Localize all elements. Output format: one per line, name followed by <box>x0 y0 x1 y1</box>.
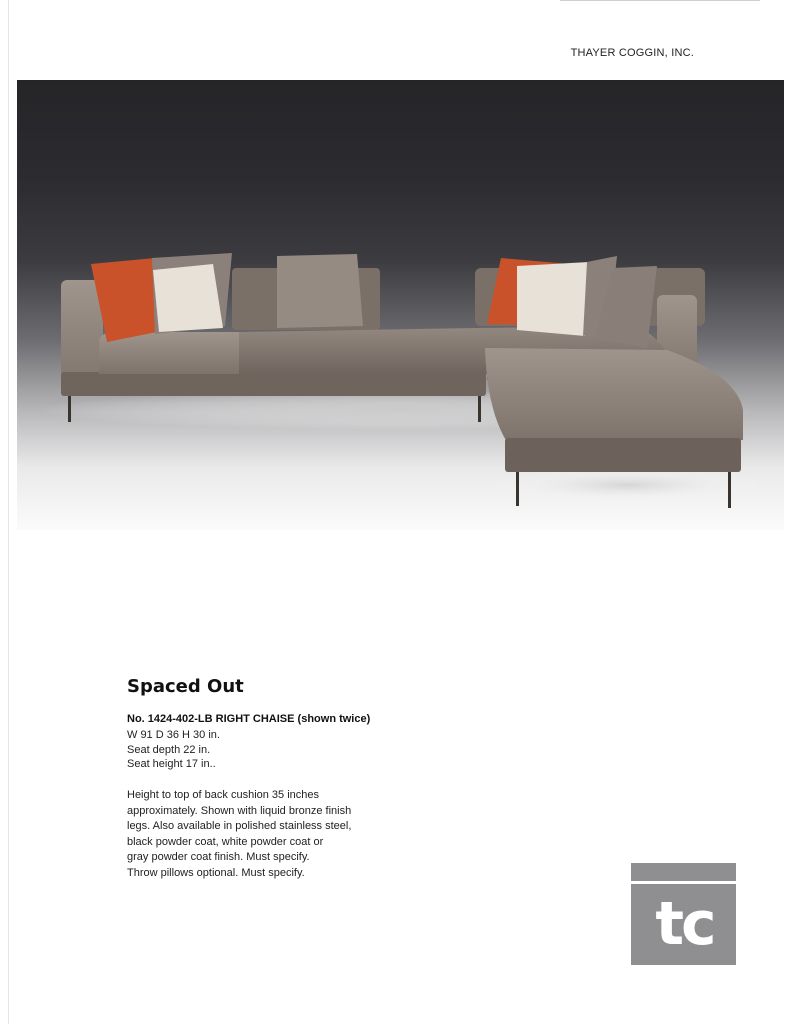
leg <box>478 392 481 422</box>
chaise-floor-shadow <box>487 467 767 503</box>
description-line: Height to top of back cushion 35 inches <box>127 789 320 801</box>
sofa-base <box>61 372 486 396</box>
pillow-cream <box>153 264 223 332</box>
pillow-taupe <box>277 254 363 328</box>
product-photo <box>17 80 784 530</box>
logo-bar <box>631 881 736 884</box>
leg <box>516 470 519 506</box>
product-description <box>127 788 351 881</box>
model-number: No. 1424-402-LB RIGHT CHAISE (shown twice) <box>127 713 371 725</box>
chaise-base <box>505 438 741 472</box>
description-line: legs. Also available in polished stainless steel, <box>127 820 352 832</box>
description-line: approximately. Shown with liquid bronze finish <box>127 804 352 817</box>
chaise-cushion <box>485 348 743 442</box>
thayer-coggin-logo <box>631 863 736 965</box>
description-line: gray powder coat finish. Must specify. <box>127 851 310 863</box>
description-line: Throw pillows optional. Must specify. <box>127 866 305 879</box>
company-name: THAYER COGGIN, INC. <box>570 47 694 59</box>
spec-line: Seat depth 22 in. <box>127 743 211 756</box>
spec-line: W 91 D 36 H 30 in. <box>127 729 220 741</box>
spec-line: Seat height 17 in.. <box>127 758 216 770</box>
sectional-sofa-illustration <box>17 80 784 530</box>
leg <box>728 472 731 508</box>
dimension-specs <box>127 728 220 772</box>
leg <box>68 392 71 422</box>
logo-text: tc <box>655 889 714 959</box>
pillow-cream <box>517 262 589 336</box>
description-line: black powder coat, white powder coat or <box>127 835 324 848</box>
seat-cushion <box>239 328 487 374</box>
top-rule <box>560 0 760 1</box>
product-title: Spaced Out <box>127 676 244 697</box>
page-edge <box>8 0 9 1024</box>
